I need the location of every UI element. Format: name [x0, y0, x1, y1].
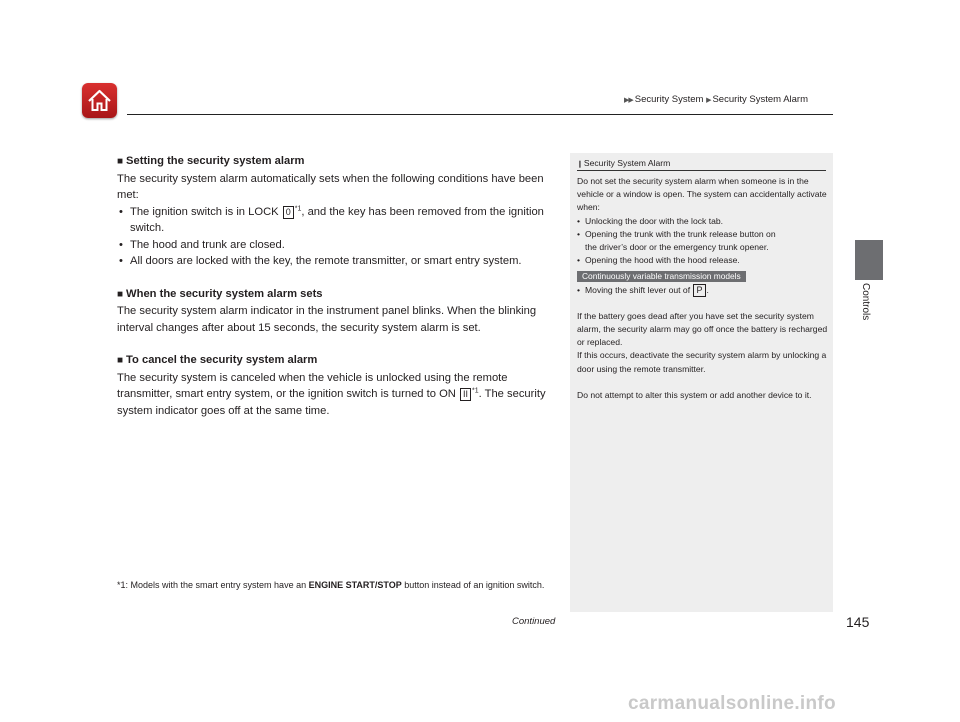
- footnote-ref: *1: [471, 387, 479, 395]
- list-item: • The hood and trunk are closed.: [117, 237, 557, 254]
- section-text: The security system alarm indicator in the instrument panel blinks. When the blinking interval changes after about 15 seconds, the security system alarm is set.: [117, 305, 537, 334]
- home-button[interactable]: [82, 83, 117, 118]
- square-bullet-icon: ■: [117, 156, 124, 167]
- sidebar-title: ❙Security System Alarm: [577, 158, 671, 168]
- section-heading: ■ When the security system alarm sets: [117, 287, 323, 300]
- section-setting-alarm: [117, 153, 557, 270]
- breadcrumb-item-security-system[interactable]: Security System: [634, 94, 704, 105]
- sidebar-divider: [577, 170, 826, 171]
- breadcrumb: [624, 94, 808, 105]
- lock-position-key: 0: [283, 206, 294, 219]
- reference-icon: ❙: [577, 161, 583, 168]
- engine-start-stop-label: ENGINE START/STOP: [308, 580, 402, 590]
- section-text: The security system alarm automatically sets when the following conditions have been met:: [117, 172, 544, 201]
- breadcrumb-arrow-icon: ▶▶: [624, 97, 633, 104]
- list-item: • The ignition switch is in LOCK 0 $^{*1}$, and the key has been removed from the ignition switch.: [117, 204, 557, 237]
- sidebar-text: If this occurs, deactivate the security system alarm by unlocking a door using the remote transmitter.: [577, 350, 827, 374]
- sidebar-text: If the battery goes dead after you have set the security system alarm, the security alarm may go off once the battery is recharged or replaced.: [577, 310, 828, 348]
- watermark: carmanualsonline.info: [628, 693, 836, 714]
- home-icon: [86, 87, 113, 114]
- on-position-key: II: [460, 388, 471, 401]
- sidebar-bullet: • Opening the trunk with the trunk release button on: [577, 228, 829, 241]
- condition-list: [117, 204, 557, 270]
- sidebar-bullet: • Opening the hood with the hood release.: [577, 254, 829, 267]
- section-text: The security system is canceled when the vehicle is unlocked using the remote transmitter, smart entry system, or the ignition switch is turned to ON II $^{*1}$. The security system indicator goes off at the same time.: [117, 371, 546, 417]
- sidebar-text: Do not set the security system alarm when someone is in the vehicle or a window is open. The system can accidentally activate when:: [577, 176, 827, 213]
- main-content: [117, 153, 557, 435]
- continued-label: Continued: [512, 616, 556, 627]
- sidebar-body: [577, 175, 829, 402]
- breadcrumb-arrow-icon: ▶: [706, 97, 711, 104]
- sidebar-note: [570, 153, 833, 612]
- section-cancel-alarm: [117, 352, 557, 419]
- page-number: 145: [846, 614, 870, 630]
- square-bullet-icon: ■: [117, 355, 124, 366]
- footnote: *1: Models with the smart entry system have an ENGINE START/STOP button instead of an ignition switch.: [117, 580, 545, 590]
- side-tab-marker: [855, 240, 883, 280]
- footnote-ref: *1: [294, 204, 302, 212]
- section-alarm-sets: [117, 286, 557, 337]
- section-heading: ■ Setting the security system alarm: [117, 155, 305, 167]
- cvt-models-badge: Continuously variable transmission models: [577, 271, 746, 282]
- header-divider: [127, 114, 833, 115]
- sidebar-bullet-continuation: the driver’s door or the emergency trunk opener.: [585, 242, 769, 253]
- side-tab-label: Controls: [860, 283, 871, 321]
- sidebar-bullet: • Moving the shift lever out of P .: [577, 284, 829, 297]
- sidebar-bullet: • Unlocking the door with the lock tab.: [577, 215, 829, 228]
- sidebar-text: Do not attempt to alter this system or add another device to it.: [577, 389, 812, 400]
- square-bullet-icon: ■: [117, 288, 124, 300]
- section-heading: ■ To cancel the security system alarm: [117, 354, 318, 366]
- list-item: • All doors are locked with the key, the remote transmitter, or smart entry system.: [117, 253, 557, 270]
- breadcrumb-item-security-system-alarm[interactable]: Security System Alarm: [712, 94, 809, 105]
- park-position-key: P: [693, 284, 705, 297]
